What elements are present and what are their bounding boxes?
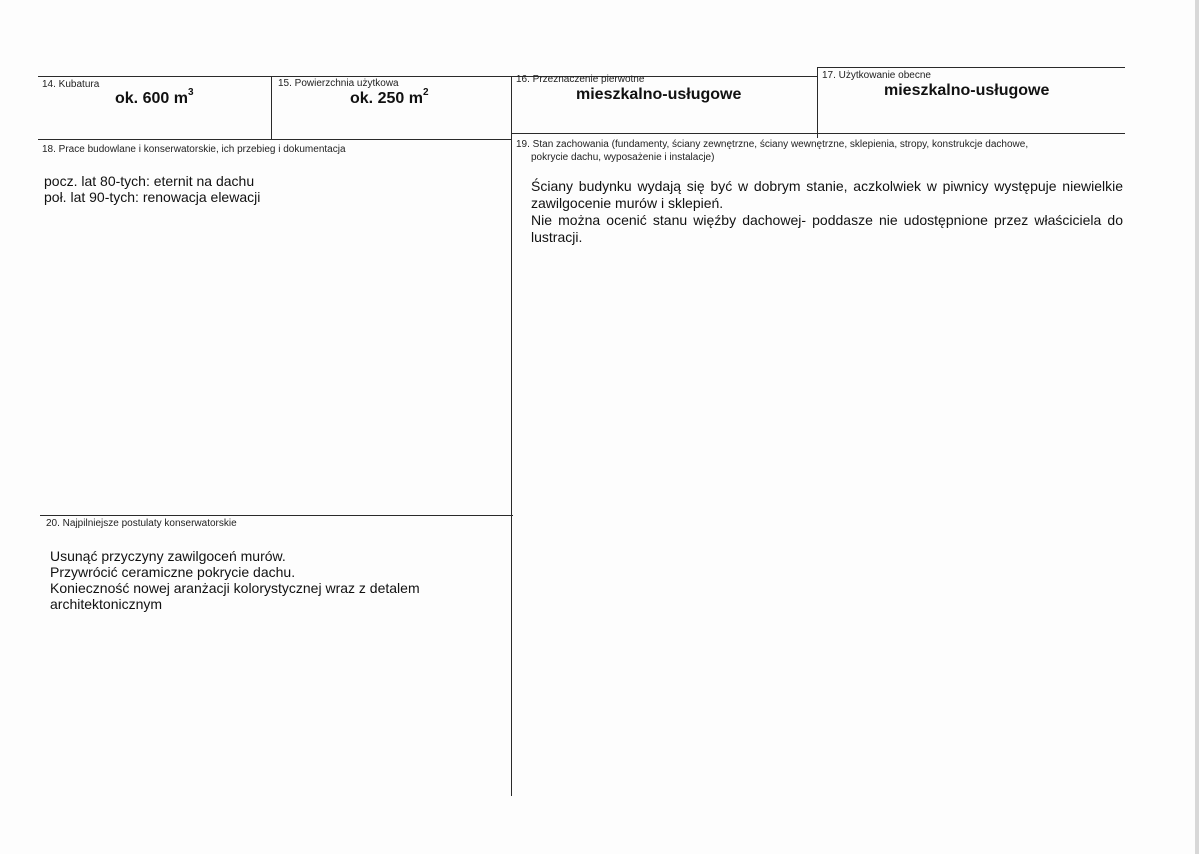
kubatura-value: ok. 600 $m^3$ xyxy=(115,87,194,107)
powierzchnia-label: 15. Powierzchnia użytkowa xyxy=(278,78,399,89)
prace-label: 18. Prace budowlane i konserwatorskie, ich przebieg i dokumentacja xyxy=(42,144,346,155)
uzytkowanie-value: mieszkalno-usługowe xyxy=(884,82,1050,99)
postulaty-text xyxy=(50,548,420,612)
row1-bottom-border-right xyxy=(511,133,1125,134)
section-20-top-border xyxy=(40,515,513,516)
postulaty-label: 20. Najpilniejsze postulaty konserwatorskie xyxy=(46,518,237,529)
stan-label-line2: pokrycie dachu, wyposażenie i instalacje) xyxy=(531,152,715,163)
divider-main xyxy=(511,76,512,796)
przeznaczenie-value: mieszkalno-usługowe xyxy=(576,86,742,103)
powierzchnia-unit-exponent: 2 xyxy=(422,87,429,98)
prace-line: pocz. lat 80-tych: eternit na dachu xyxy=(44,173,255,189)
top-border-left xyxy=(38,76,818,77)
postulaty-line: Przywrócić ceramiczne pokrycie dachu. xyxy=(50,564,296,580)
postulaty-line: architektonicznym xyxy=(50,596,163,612)
row1-bottom-border-left xyxy=(38,139,511,140)
przeznaczenie-label: 16. Przeznaczenie pierwotne xyxy=(516,74,645,85)
top-border-right xyxy=(818,67,1125,68)
divider-14-15 xyxy=(271,76,272,139)
scan-edge xyxy=(1195,0,1199,854)
stan-paragraph: Ściany budynku wydają się być w dobrym stanie, aczkolwiek w piwnicy występuje niewielkie zawilgocenie murów i sklepień. xyxy=(531,178,1123,211)
kubatura-unit-exponent: 3 xyxy=(187,87,194,98)
prace-text xyxy=(44,173,260,205)
prace-line: poł. lat 90-tych: renowacja elewacji xyxy=(44,189,261,205)
uzytkowanie-label: 17. Użytkowanie obecne xyxy=(822,70,931,81)
kubatura-label: 14. Kubatura xyxy=(42,79,100,90)
stan-text xyxy=(531,178,1123,246)
stan-paragraph: Nie można ocenić stanu więźby dachowej- poddasze nie udostępnione przez właściciela do lustracji. xyxy=(531,212,1123,245)
postulaty-line: Konieczność nowej aranżacji kolorystycznej wraz z detalem xyxy=(50,580,420,596)
postulaty-line: Usunąć przyczyny zawilgoceń murów. xyxy=(50,548,286,564)
powierzchnia-value: ok. 250 $m^2$ xyxy=(350,87,429,107)
stan-label-line1: 19. Stan zachowania (fundamenty, ściany zewnętrzne, ściany wewnętrzne, sklepienia, stropy, konstrukcje dachowe, xyxy=(516,139,1029,150)
divider-16-17 xyxy=(817,67,818,138)
